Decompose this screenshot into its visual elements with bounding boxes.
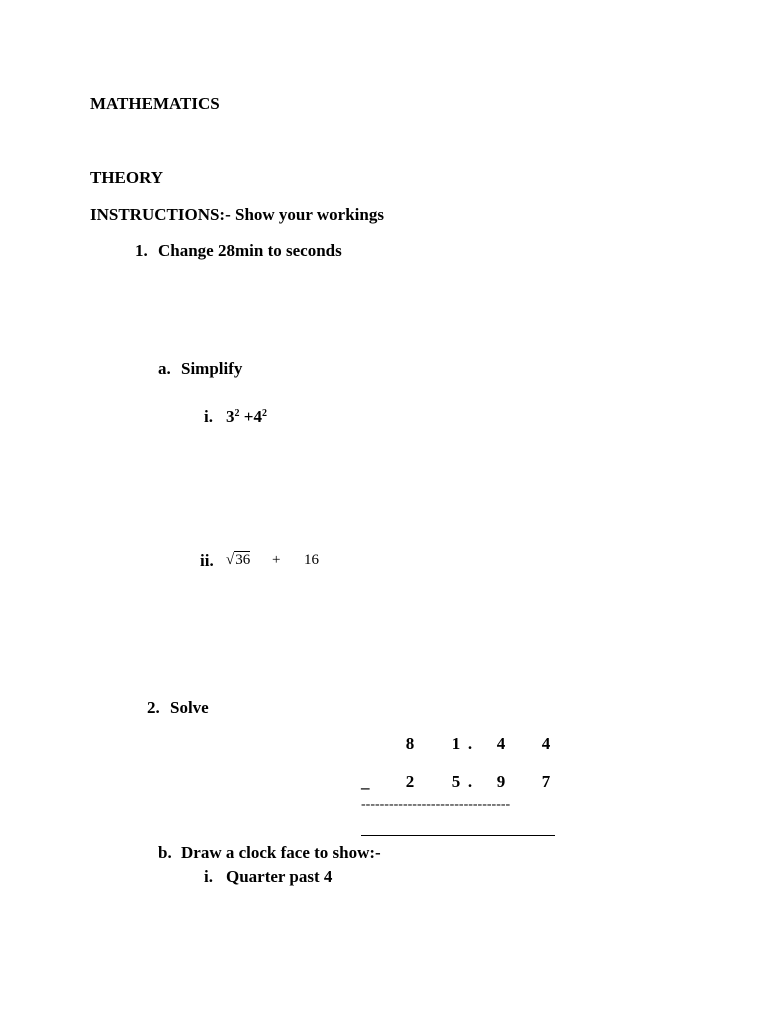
question-2-text: Solve	[170, 698, 209, 717]
section-heading: THEORY	[90, 168, 164, 187]
question-a-i-numeral: i.	[204, 407, 213, 426]
exponent-1: 2	[234, 408, 240, 419]
row1-digit: 1	[451, 734, 461, 753]
question-a-letter: a.	[158, 359, 171, 378]
question-b-letter: b.	[158, 843, 172, 862]
row2-digit: 5	[451, 772, 461, 791]
question-a-i-expression	[226, 407, 267, 427]
row2-digit: 7	[541, 772, 551, 791]
question-a-ii-numeral: ii.	[200, 551, 214, 570]
row1-digit: 4	[541, 734, 551, 753]
question-b-i-text: Quarter past 4	[226, 867, 333, 886]
row2-digit: 2	[405, 772, 415, 791]
base-2: 4	[253, 407, 262, 426]
question-1-text: Change 28min to seconds	[158, 241, 342, 260]
radicand: 36	[235, 552, 251, 568]
plus-sign: +	[272, 552, 281, 568]
dashed-line: --------------------------------	[361, 797, 511, 812]
instructions: INSTRUCTIONS:- Show your workings	[90, 205, 384, 224]
row1-digit: 4	[496, 734, 506, 753]
answer-line	[361, 835, 555, 836]
question-1-number: 1.	[135, 241, 148, 260]
question-b-text: Draw a clock face to show:-	[181, 843, 381, 862]
exponent-2: 2	[261, 408, 267, 419]
subject-heading: MATHEMATICS	[90, 94, 220, 113]
row1-decimal-point: .	[467, 734, 473, 753]
question-2-number: 2.	[147, 698, 160, 717]
question-a-text: Simplify	[181, 359, 243, 378]
minus-sign: _	[361, 772, 370, 791]
term-16: 16	[304, 552, 319, 568]
row1-digit: 8	[405, 734, 415, 753]
square-root-expression	[226, 550, 250, 570]
row2-digit: 9	[496, 772, 506, 791]
question-b-i-numeral: i.	[204, 867, 213, 886]
sqrt-symbol-icon: √	[226, 552, 235, 568]
row2-decimal-point: .	[467, 772, 473, 791]
operator: +	[239, 407, 254, 426]
base-1: 3	[226, 407, 235, 426]
